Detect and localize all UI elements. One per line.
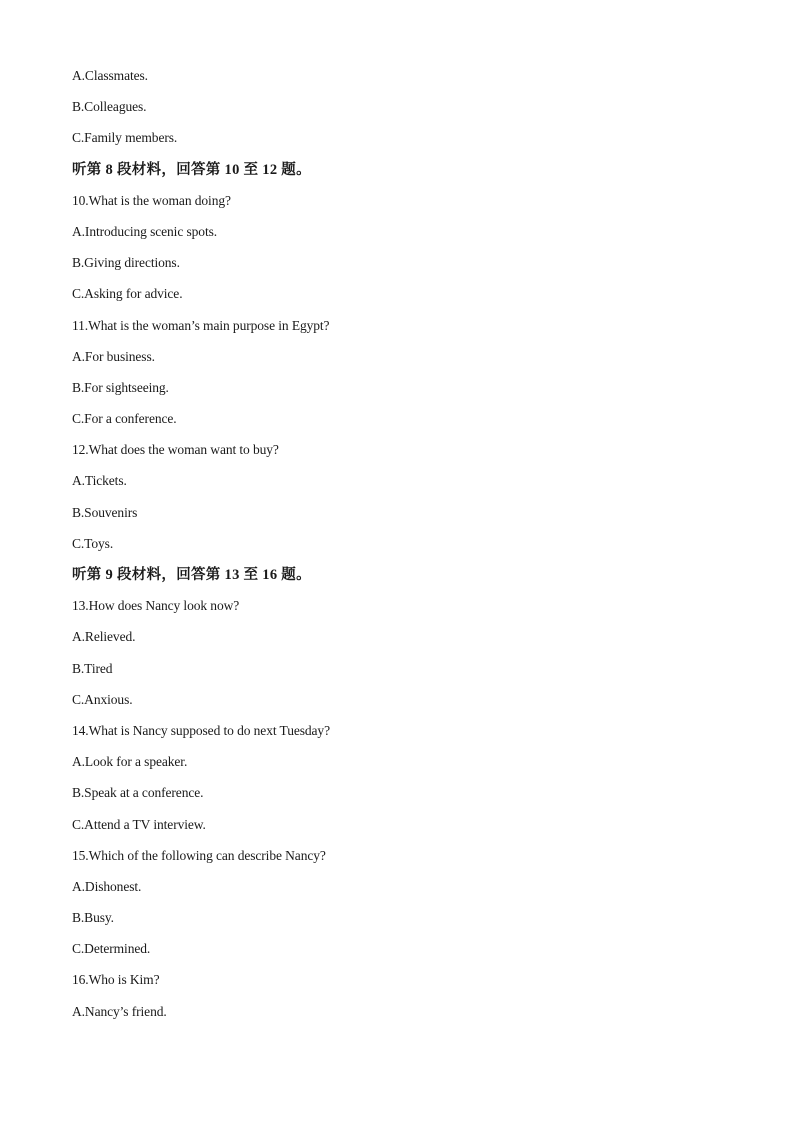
option-10a: A.Introducing scenic spots.	[72, 223, 218, 239]
question-12: 12.What does the woman want to buy?	[72, 442, 279, 458]
option-9b: B.Colleagues.	[72, 99, 147, 115]
section-heading-8: 听第 8 段材料，回答第 10 至 12 题。	[72, 161, 311, 178]
option-15c: C.Determined.	[72, 941, 151, 957]
option-14b: B.Speak at a conference.	[72, 785, 204, 801]
question-10: 10.What is the woman doing?	[72, 192, 231, 208]
question-14: 14.What is Nancy supposed to do next Tuesday?	[72, 722, 330, 738]
option-14a: A.Look for a speaker.	[72, 754, 188, 770]
section-heading-9: 听第 9 段材料，回答第 13 至 16 题。	[72, 567, 311, 583]
option-10c: C.Asking for advice.	[72, 286, 183, 302]
option-11a: A.For business.	[72, 348, 155, 364]
option-9c: C.Family members.	[72, 130, 178, 146]
option-10b: B.Giving directions.	[72, 255, 180, 271]
document-page	[72, 66, 732, 1033]
option-12b: B.Souvenirs	[72, 504, 138, 520]
option-13a: A.Relieved.	[72, 629, 136, 645]
option-11c: C.For a conference.	[72, 411, 177, 427]
option-9a: A.Classmates.	[72, 68, 148, 83]
option-12a: A.Tickets.	[72, 473, 127, 489]
option-16a: A.Nancy’s friend.	[72, 1003, 167, 1019]
option-12c: C.Toys.	[72, 535, 114, 551]
question-15: 15.Which of the following can describe Nancy?	[72, 847, 326, 863]
option-13b: B.Tired	[72, 660, 113, 676]
option-13c: C.Anxious.	[72, 691, 133, 707]
option-14c: C.Attend a TV interview.	[72, 816, 206, 832]
question-11: 11.What is the woman’s main purpose in Egypt?	[72, 317, 330, 333]
question-16: 16.Who is Kim?	[72, 972, 160, 988]
option-11b: B.For sightseeing.	[72, 379, 169, 395]
question-13: 13.How does Nancy look now?	[72, 598, 240, 614]
option-15b: B.Busy.	[72, 910, 114, 926]
option-15a: A.Dishonest.	[72, 878, 142, 894]
